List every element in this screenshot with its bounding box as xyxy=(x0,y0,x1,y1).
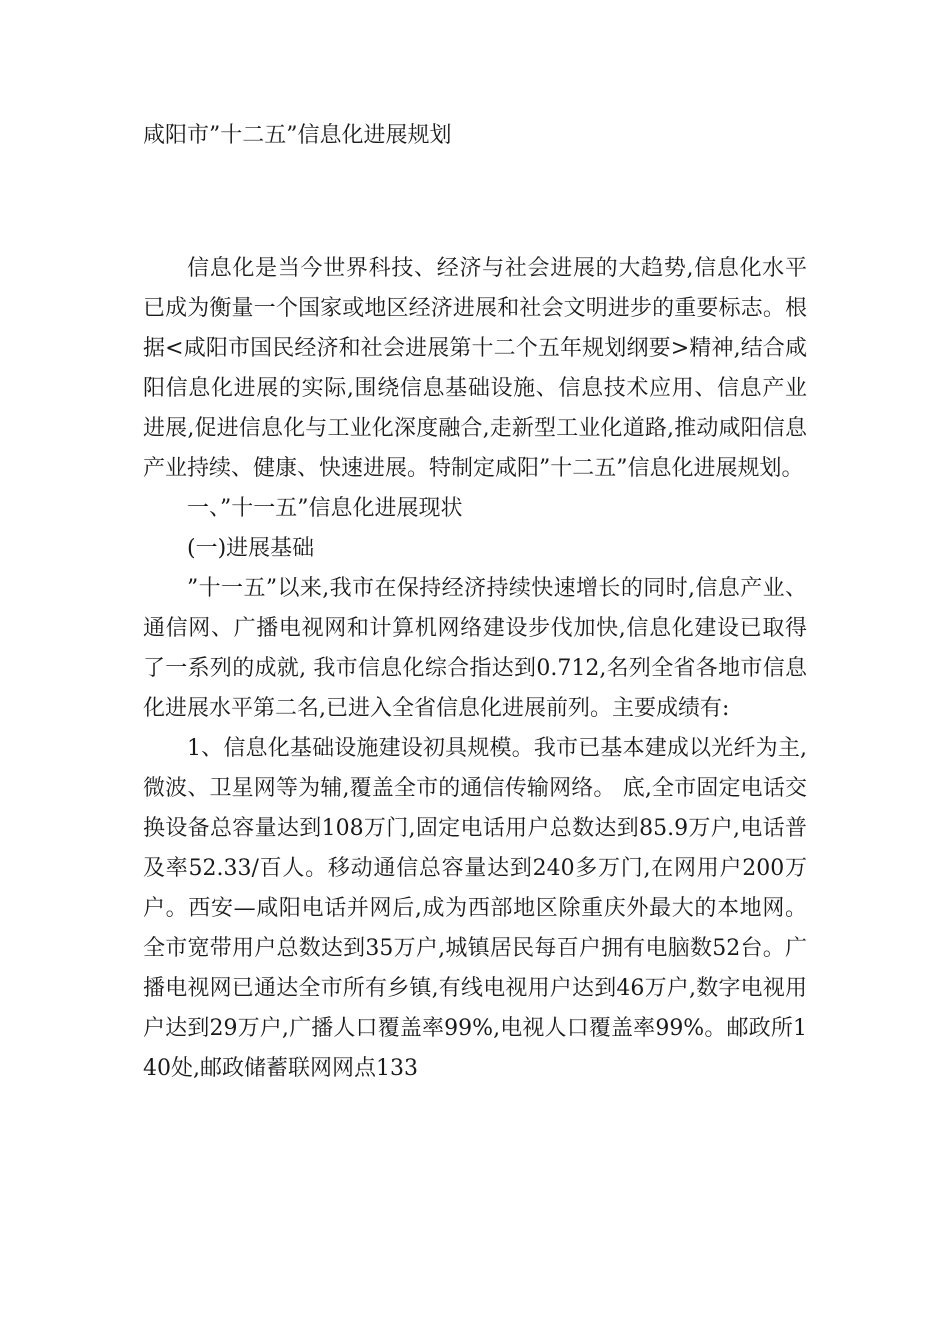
infrastructure-paragraph: 1、信息化基础设施建设初具规模。我市已基本建成以光纤为主,微波、卫星网等为辅,覆盖全市的通信传输网络。 底,全市固定电话交换设备总容量达到108万门,固定电话用户总数达到85.9万户,电话普及率52.33/百人。移动通信总容量达到240多万门,在网用户200万户。西安—咸阳电话并网后,成为西部地区除重庆外最大的本地网。全市宽带用户总数达到35万户,城镇居民每百户拥有电脑数52台。广播电视网已通达全市所有乡镇,有线电视用户达到46万户,数字电视用户达到29万户,广播人口覆盖率99%,电视人口覆盖率99%。邮政所140处,邮政储蓄联网网点133 xyxy=(143,736,807,1081)
status-paragraph: ”十一五”以来,我市在保持经济持续快速增长的同时,信息产业、通信网、广播电视网和计算机网络建设步伐加快,信息化建设已取得了一系列的成就, 我市信息化综合指达到0.712,名列全省各地市信息化进展水平第二名,已进入全省信息化进展前列。主要成绩有: xyxy=(143,576,807,721)
document-body xyxy=(143,249,807,1089)
subsection-heading: (一)进展基础 xyxy=(187,536,315,561)
section-heading: 一、”十一五”信息化进展现状 xyxy=(187,496,463,521)
intro-paragraph: 信息化是当今世界科技、经济与社会进展的大趋势,信息化水平已成为衡量一个国家或地区经济进展和社会文明进步的重要标志。根据<咸阳市国民经济和社会进展第十二个五年规划纲要>精神,结合咸阳信息化进展的实际,围绕信息基础设施、信息技术应用、信息产业进展,促进信息化与工业化深度融合,走新型工业化道路,推动咸阳信息产业持续、健康、快速进展。特制定咸阳”十二五”信息化进展规划。 xyxy=(143,256,807,481)
document-title: 咸阳市”十二五”信息化进展规划 xyxy=(143,123,452,148)
